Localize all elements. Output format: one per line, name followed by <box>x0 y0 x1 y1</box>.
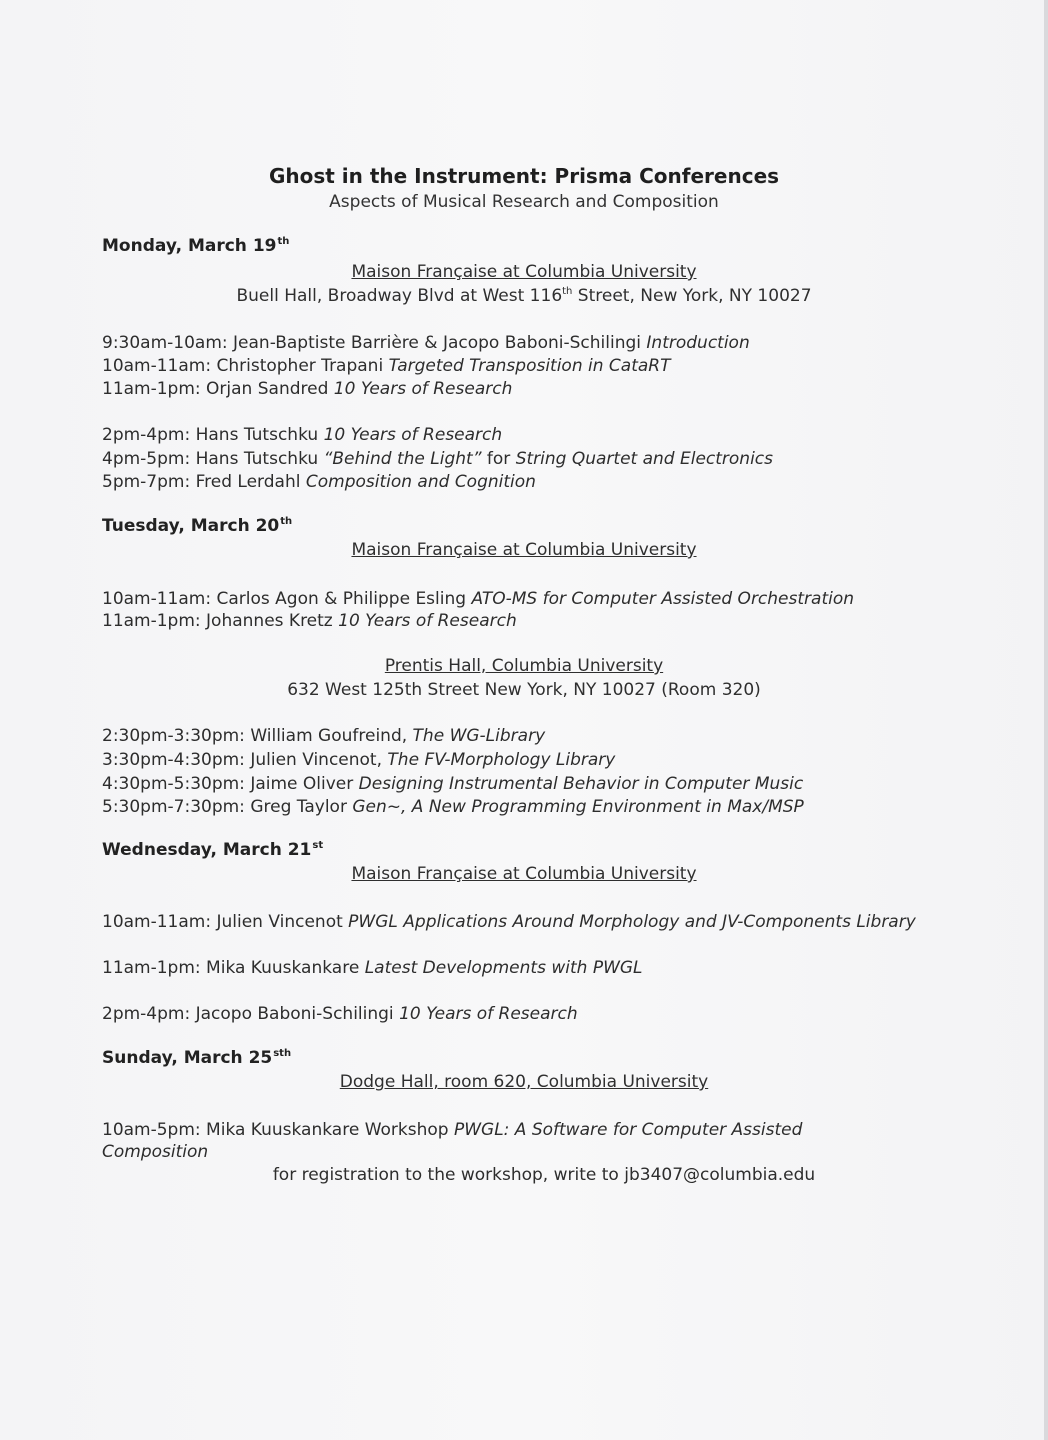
day-heading-monday: Monday, March 19th <box>102 236 290 256</box>
venue-tuesday: Maison Française at Columbia University <box>351 540 697 560</box>
registration-note: for registration to the workshop, write to jb3407@columbia.edu <box>272 1165 816 1185</box>
day-heading-wednesday: Wednesday, March 21st <box>102 840 324 860</box>
session-line: 10am-11am: Christopher Trapani Targeted Transposition in CataRT <box>102 356 671 376</box>
session-line: 11am-1pm: Johannes Kretz 10 Years of Research <box>102 611 517 631</box>
venue-prentis: Prentis Hall, Columbia University <box>384 656 664 676</box>
session-line: 2pm-4pm: Jacopo Baboni-Schilingi 10 Years of Research <box>102 1004 578 1024</box>
address-monday: Buell Hall, Broadway Blvd at West 116th Street, New York, NY 10027 <box>236 286 812 306</box>
session-line: 10am-11am: Carlos Agon & Philippe Esling ATO-MS for Computer Assisted Orchestration <box>102 589 855 609</box>
address-prentis: 632 West 125th Street New York, NY 10027 (Room 320) <box>287 680 761 700</box>
day-heading-sunday: Sunday, March $25^{sth}$ <box>102 1048 292 1068</box>
session-line: 5pm-7pm: Fred Lerdahl Composition and Cognition <box>102 472 536 492</box>
session-line: 2:30pm-3:30pm: William Goufreind, The WG-Library <box>102 726 546 746</box>
venue-sunday: Dodge Hall, room 620, Columbia University <box>339 1072 709 1092</box>
session-line: 11am-1pm: Mika Kuuskankare Latest Developments with PWGL <box>102 958 643 978</box>
session-line: 9:30am-10am: Jean-Baptiste Barrière & Jacopo Baboni-Schilingi Introduction <box>102 333 750 353</box>
session-line: 5:30pm-7:30pm: Greg Taylor Gen~, A New Programming Environment in Max/MSP <box>102 797 804 817</box>
session-line: 2pm-4pm: Hans Tutschku 10 Years of Research <box>102 425 503 445</box>
session-line: 10am-11am: Julien Vincenot PWGL Applications Around Morphology and JV-Components Library <box>102 912 916 932</box>
document-subtitle: Aspects of Musical Research and Composition <box>329 192 719 212</box>
venue-wednesday: Maison Française at Columbia University <box>351 864 697 884</box>
day-heading-tuesday: Tuesday, March 20th <box>102 516 293 536</box>
document-title: Ghost in the Instrument: Prisma Conferences <box>268 164 780 188</box>
session-line: 10am-5pm: Mika Kuuskankare Workshop PWGL: A Software for Computer Assisted Composition <box>102 1120 803 1162</box>
venue-monday: Maison Française at Columbia University <box>351 262 697 282</box>
page-edge <box>1044 0 1048 1440</box>
session-line: 4pm-5pm: Hans Tutschku “Behind the Light” for String Quartet and Electronics <box>102 449 774 469</box>
session-line: 11am-1pm: Orjan Sandred 10 Years of Research <box>102 379 513 399</box>
session-line: 3:30pm-4:30pm: Julien Vincenot, The FV-Morphology Library <box>102 750 616 770</box>
session-line: 4:30pm-5:30pm: Jaime Oliver Designing Instrumental Behavior in Computer Music <box>102 774 804 794</box>
